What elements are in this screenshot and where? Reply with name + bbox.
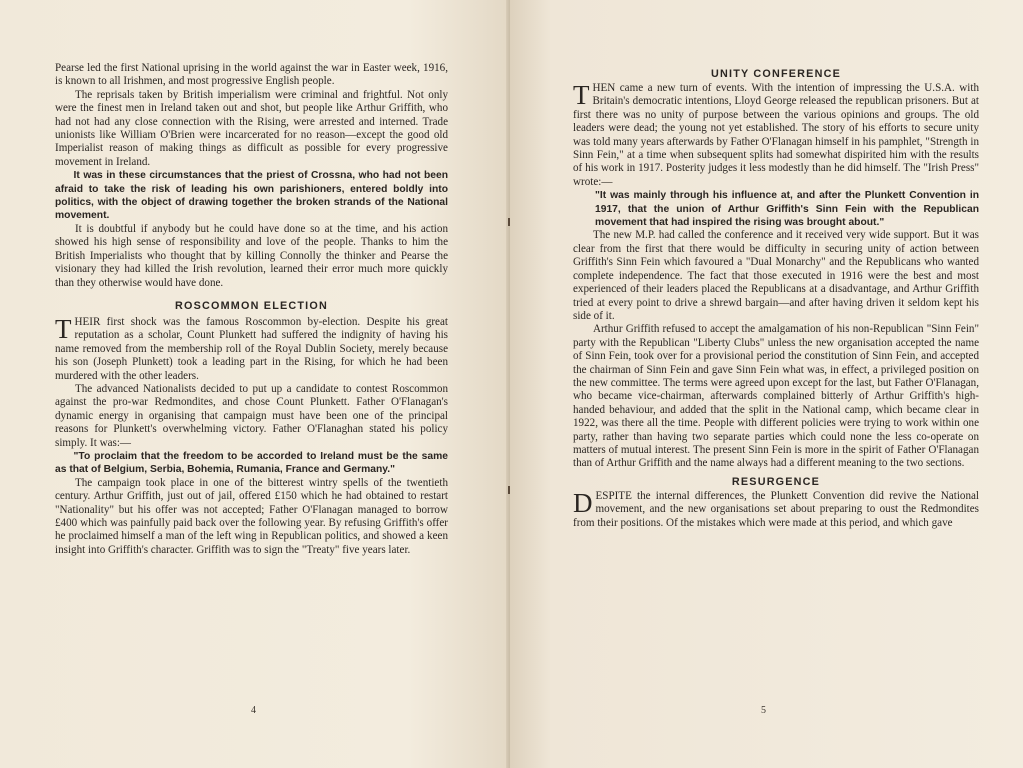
left-text-column <box>55 62 448 557</box>
section-heading-resurgence: RESURGENCE <box>731 475 821 488</box>
page-number: 5 <box>761 705 766 716</box>
dropcap: T <box>573 80 590 110</box>
paragraph-text: HEN came a new turn of events. With the intention of impressing the U.S.A. with Britain's democratic intentions, Lloyd George released the republican prisoners. But at first there was no unity of purpose between the various opinions and groups. The old leaders were dead; the young not yet established. The story of his efforts to secure unity was told many years afterwards by Father O'Flanagan himself in his pamphlet, "Strength in Sinn Fein," at a time when subsequent splits had somewhat dispirited him with the results of his work in 1917. Posterity judges it less modestly than he did himself. The "Irish Press" wrote:— <box>573 82 979 188</box>
paragraph: The reprisals taken by British imperialism were criminal and frightful. Not only were the finest men in Ireland taken out and shot, but people like Arthur Griffith, who had not had any close connection with the Rising, were arrested and interned. Trade unionists like William O'Brien were incarcerated for no reason—except the good old Imperialist reason of making things as difficult as possible for every progressive movement in Ireland. <box>55 88 448 168</box>
section-heading-roscommon-election: ROSCOMMON ELECTION <box>175 299 328 312</box>
section-heading-unity-conference: UNITY CONFERENCE <box>711 68 841 80</box>
paragraph-text: HEIR first shock was the famous Roscommon by-election. Despite his great reputation as a scholar, Count Plunkett had suffered the indignity of having his name removed from the membership roll of the Royal Dublin Society, merely because his son (Joseph Plunkett) took a leading part in the Rising, for which he had been murdered with the other leaders. <box>55 315 448 382</box>
dropcap: T <box>55 313 72 344</box>
paragraph: It is doubtful if anybody but he could have done so at the time, and his action showed his high sense of responsibility and love of the people. Thanks to him the British Imperialists who thought that by killing Connolly the thinker and Pearse the visionary they had killed the Irish revolution, learned their error much more quickly than they otherwise would have done. <box>55 222 448 289</box>
paragraph-with-dropcap <box>55 313 448 383</box>
page-number: 4 <box>251 705 256 716</box>
paragraph-with-dropcap <box>573 487 979 530</box>
paragraph: The advanced Nationalists decided to put up a candidate to contest Roscommon against the pro-war Redmondites, and chose Count Plunkett. Father O'Flanagan's dynamic energy in organising that campaign must have been one of the principal reasons for Plunkett's overwhelming victory. Father O'Flanaghan stated his policy simply. It was:— <box>55 382 448 449</box>
right-text-column <box>573 67 979 530</box>
paragraph-with-dropcap <box>573 82 979 189</box>
paragraph: Arthur Griffith refused to accept the amalgamation of his non-Republican "Sinn Fein" party with the Republican "Liberty Clubs" unless the new organisation accepted the name of Sinn Fein, took over for a provisional period the constitution of Sinn Fein, and accepted the chairman of Sinn Fein and gave Sinn Fein what was, in effect, a privileged position on the new committee. The terms were agreed upon except for the last, but Father O'Flanagan, who became vice-chairman, afterwards complained bitterly of Arthur Griffith's high-handed behaviour, and added that the split in the National camp, which became clear in 1922, was there all the time. People with different policies were trying to work within one party, rather than having two separate parties which could none the less co-operate on matters of mutual interest. The present Sinn Fein is more in the spirit of Father O'Flanagan than of Arthur Griffith and the name always had a different meaning to the two sections. <box>573 323 979 470</box>
right-page <box>510 0 1023 768</box>
quote-paragraph: "To proclaim that the freedom to be accorded to Ireland must be the same as that of Belgium, Serbia, Bohemia, Rumania, France and Germany." <box>55 450 448 476</box>
paragraph: The campaign took place in one of the bitterest wintry spells of the twentieth century. Arthur Griffith, just out of jail, offered £150 which he had obtained to restart "Nationality" but his offer was not accepted; Father O'Flanagan managed to borrow £400 which was painfully paid back over the following year. By refusing Griffith's offer he proclaimed himself a man of the left wing in Republican politics, and showed a keen insight into Griffith's character. Griffith was to sign the "Treaty" five years later. <box>55 476 448 556</box>
quote-paragraph: "It was mainly through his influence at, and after the Plunkett Convention in 1917, that the union of Arthur Griffith's Sinn Fein with the Republican movement that had inspired the rising was brought about." <box>595 190 979 229</box>
paragraph: The new M.P. had called the conference and it received very wide support. But it was clear from the first that there would be difficulty in securing unity of action between Griffith's Sinn Fein which favoured a "Dual Monarchy" and the Republicans who wanted complete independence. The fact that those executed in 1916 were the best and most experienced of their leaders placed the Republicans at a disadvantage, and Arthur Griffith tried at every point to drive a shrewd bargain—and after having driven it seldom kept his side of it. <box>573 229 979 322</box>
left-page <box>0 0 510 768</box>
paragraph: Pearse led the first National uprising in the world against the war in Easter week, 1916, is known to all Irishmen, and most progressive English people. <box>55 62 448 88</box>
dropcap: D <box>573 487 593 518</box>
bold-paragraph: It was in these circumstances that the priest of Crossna, who had not been afraid to take the risk of leading his own parishioners, entered boldly into politics, with the object of drawing together the broken strands of the National movement. <box>55 170 448 222</box>
paragraph-text: ESPITE the internal differences, the Plunkett Convention did revive the National movement, and the new organisations set about preparing to oust the Redmondites from their positions. Of the mistakes which were made at this period, and which gave <box>573 489 979 529</box>
